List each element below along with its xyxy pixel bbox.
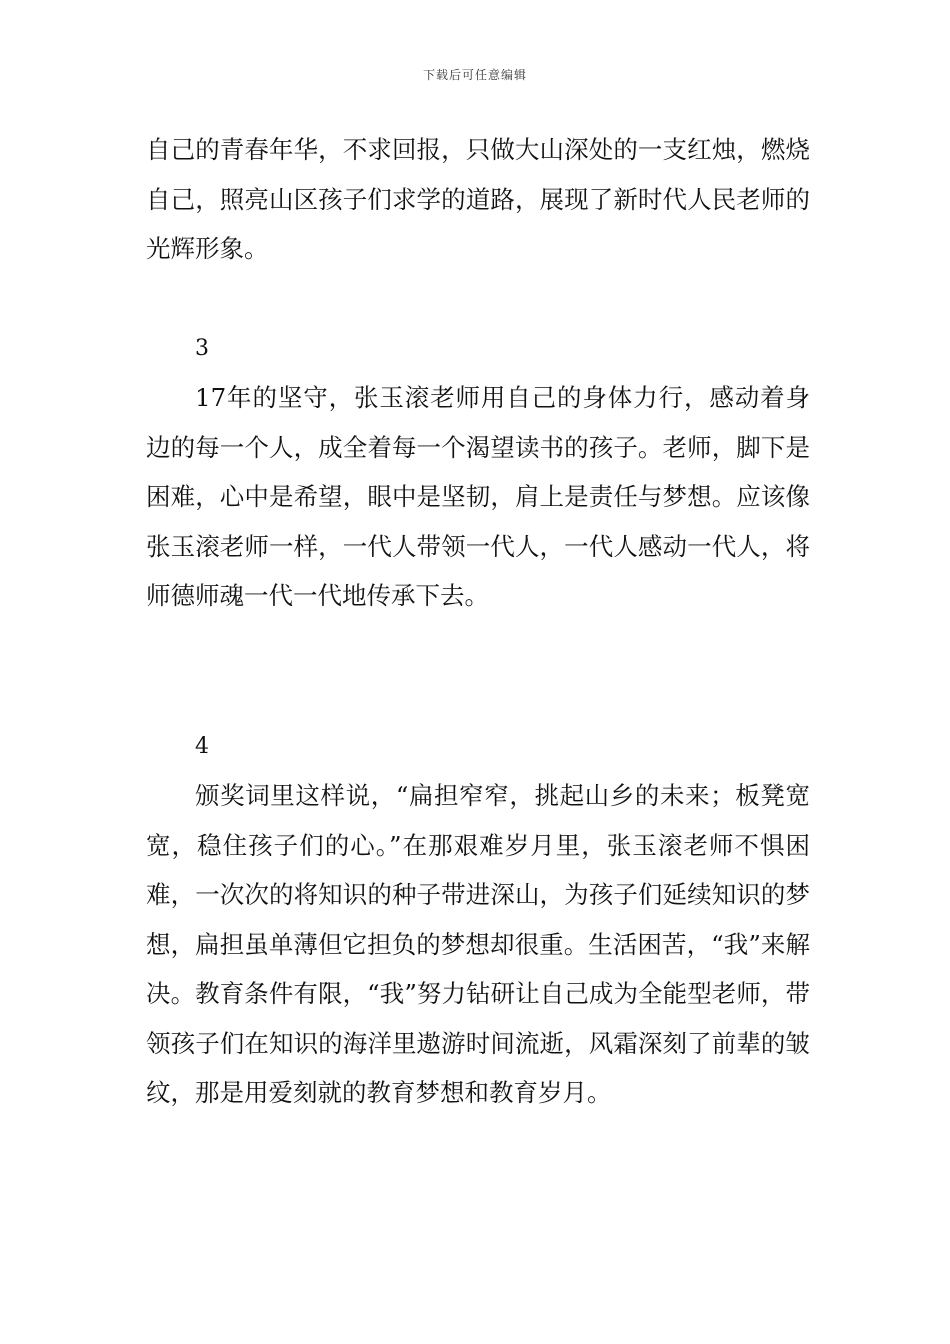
- paragraph-gap: [146, 274, 810, 324]
- section-number-3: 3: [195, 335, 209, 361]
- paragraph-continuation: 自己的青春年华，不求回报，只做大山深处的一支红烛，燃烧自己，照亮山区孩子们求学的道路，展现了新时代人民老师的光辉形象。: [146, 135, 810, 263]
- page-header: 下载后可任意编辑: [422, 68, 527, 82]
- paragraph-gap: [146, 621, 810, 722]
- section-4-paragraph: 颁奖词里这样说，“扁担窄窄，挑起山乡的未来；板凳宽宽，稳住孩子们的心。”在那艰难岁月里，张玉滚老师不惧困难，一次次的将知识的种子带进深山，为孩子们延续知识的梦想，扁担虽单薄但它担负的梦想却很重。生活困苦，“我”来解决。教育条件有限，“我”努力钻研让自己成为全能型老师，带领孩子们在知识的海洋里遨游时间流逝，风霜深刻了前辈的皱纹，那是用爱刻就的教育梦想和教育岁月。: [146, 781, 810, 1107]
- section-3-paragraph: 17年的坚守，张玉滚老师用自己的身体力行，感动着身边的每一个人，成全着每一个渴望读书的孩子。老师，脚下是困难，心中是希望，眼中是坚韧，肩上是责任与梦想。应该像张玉滚老师一样，一代人带领一代人，一代人感动一代人，将师德师魂一代一代地传承下去。: [146, 383, 810, 610]
- document-body: [146, 125, 810, 1118]
- section-number-4: 4: [195, 733, 209, 759]
